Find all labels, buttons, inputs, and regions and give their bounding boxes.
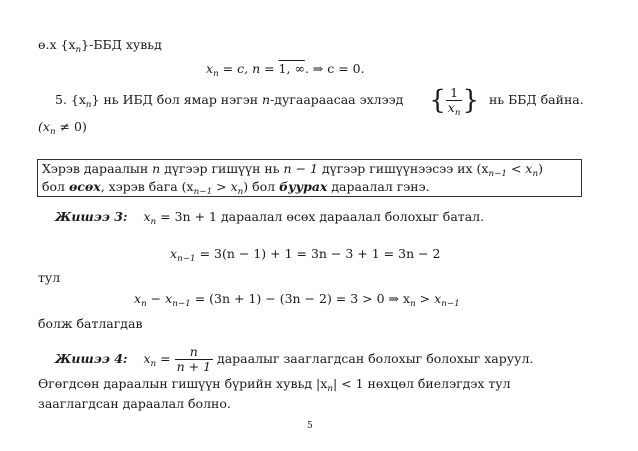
equation-x-n-minus-1: $x_{n-1} = 3(n - 1) + 1 = 3n - 3 + 1 = 3n - 2$ xyxy=(170,246,441,264)
definition-line-2: бол өсөх, хэрэв бага $(x_{n-1} > x_n)$ бол буурах дараалал гэнэ. xyxy=(42,179,430,197)
paragraph-bounded-line-2: зааглагдсан дараалал болно. xyxy=(38,396,231,411)
paragraph-bounded: Өгөгдсөн дараалын гишүүн бүрийн хувьд $|x_n| < 1$ нөхцөл биелэгдэх тул xyxy=(38,376,511,394)
condition-nonzero: $(x_n \ne 0)$ xyxy=(38,119,87,137)
text-proven: болж батлагдав xyxy=(38,316,143,331)
item-5-statement: 5. $\{x_n\}$ нь ИБД бол ямар нэгэн n-дугаараасаа эхлээд { $\frac{1}{x_n}$ } нь ББД байна. xyxy=(55,85,584,118)
equation-limit: $x_n = c$, n = 1, ∞. ⇒ c = 0. xyxy=(206,61,365,79)
text-tul: тул xyxy=(38,270,61,285)
left-brace: { xyxy=(429,85,446,116)
equation-difference: $x_n - x_{n-1} = (3n + 1) - (3n - 2) = 3 > 0$ ⇒ $x_n > x_{n-1}$ xyxy=(134,291,460,309)
fraction-n-over-n-plus-1: $\frac{n}{n + 1}$ xyxy=(176,344,212,374)
example-3: Жишээ 3: $x_n = 3n + 1$ дараалал өсөх дараалал болохыг батал. xyxy=(55,209,485,227)
fraction-one-over-xn: $\frac{1}{x_n}$ xyxy=(447,85,461,118)
example-4: Жишээ 4: $x_n$ = $\frac{n}{n + 1}$ дараалыг зааглагдсан болохыг болохыг харуул. xyxy=(55,344,534,374)
text-line-intro: ө.х $\{x_n\}$-ББД хувьд xyxy=(38,37,162,55)
definition-line-1: Хэрэв дараалын n дүгээр гишүүн нь n − 1 дүгээр гишүүнээсээ их $(x_{n-1} < x_n)$ xyxy=(42,161,544,179)
page-number: 5 xyxy=(307,421,313,431)
right-brace: } xyxy=(462,85,480,116)
